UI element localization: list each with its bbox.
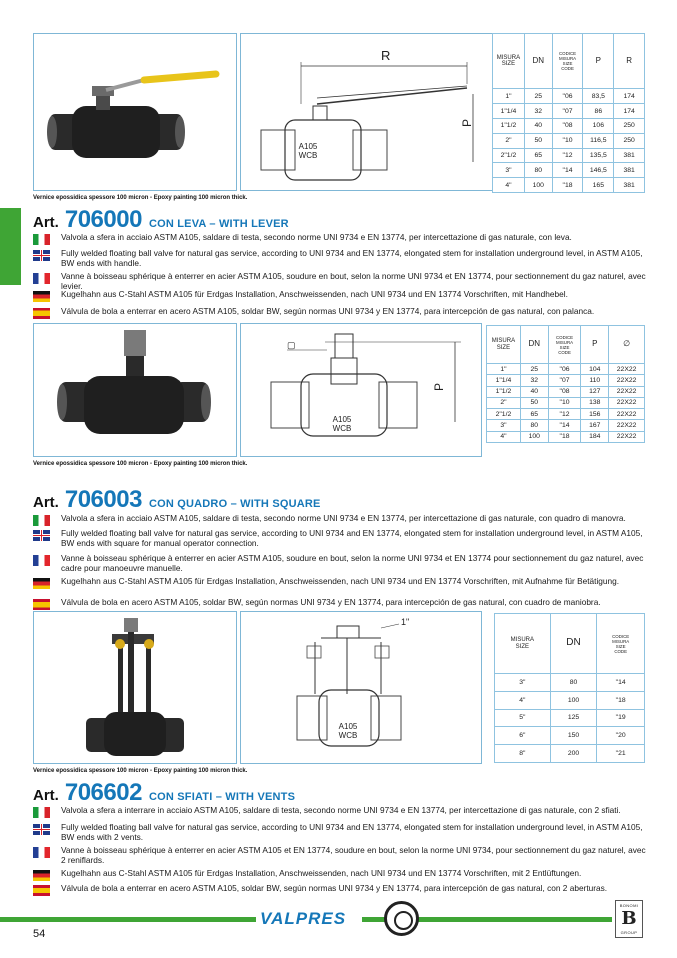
table-row (493, 163, 645, 178)
spec-rows (495, 674, 645, 763)
col-header-dn: DN (524, 34, 552, 89)
description-text: Vanne à boisseau sphérique à enterrer en acier ASTM A105, soudure en bout, selon la norme UNI 9734 et EN 13774, pour sectionnement du gaz naturel, avec levier. (61, 271, 646, 291)
description-text: Válvula de bola a enterrar en acero ASTM A105, soldar BW, según normas UNI 9734 y EN 13774, para intercepción de gas natural, con 2 aberturas. (61, 883, 608, 893)
table-cell: 174 (614, 104, 645, 119)
table-cell: 22X22 (609, 364, 645, 375)
table-cell: 116,5 (583, 133, 614, 148)
table-cell: 6" (495, 727, 551, 745)
table-cell: 3" (493, 163, 525, 178)
product-photo-706602 (33, 611, 237, 764)
header-text: SIZE (496, 344, 511, 351)
header-text: MISURA (555, 339, 574, 345)
table-cell: "07 (548, 375, 581, 386)
table-row (495, 709, 645, 727)
col-header-codice (597, 614, 645, 674)
article-subtitle: CON QUADRO – WITH SQUARE (148, 498, 321, 510)
table-cell: 4" (487, 431, 521, 442)
table-cell: 184 (581, 431, 609, 442)
header-text: CODICE (555, 334, 574, 340)
description-text: Kugelhahn aus C-Stahl ASTM A105 für Erdgas Installation, Anschweissenden, nach UNI 9734 und EN 13774 Vorschriften, mit Handhebel. (61, 289, 568, 299)
table-cell: 165 (583, 178, 614, 193)
flag-uk-icon (33, 824, 50, 835)
table-cell: 100 (550, 691, 597, 709)
description-es (33, 307, 651, 319)
article-code: 706602 (64, 779, 142, 806)
spec-rows (493, 89, 645, 193)
table-cell: "08 (548, 386, 581, 397)
material-line-1: A105 (298, 142, 318, 151)
flag-de-icon (33, 291, 50, 302)
description-text: Válvula de bola a enterrar en acero ASTM A105, soldar BW, según normas UNI 9734 y EN 13774, para intercepción de gas natural, con palanca. (61, 306, 595, 316)
description-de (33, 290, 651, 302)
header-text: SIZE (559, 344, 570, 350)
table-cell: 2"1/2 (487, 409, 521, 420)
col-header-dn: DN (520, 326, 548, 364)
flag-fr-icon (33, 555, 50, 566)
table-cell: "12 (548, 409, 581, 420)
technical-drawing-706003 (240, 323, 482, 457)
table-cell: "14 (548, 420, 581, 431)
table-row (493, 104, 645, 119)
spec-table-706003 (486, 325, 645, 443)
flag-uk-icon (33, 530, 50, 541)
description-de (33, 577, 651, 589)
flag-es-icon (33, 599, 50, 610)
product-title (33, 779, 295, 807)
description-text: Kugelhahn aus C-Stahl ASTM A105 für Erdgas Installation, Anschweissenden, nach UNI 9734 und EN 13774 Vorschriften, mit Aufnahme für Betätigung. (61, 576, 620, 586)
table-cell: "08 (552, 119, 583, 134)
brand-logo: VALPRES (256, 909, 350, 929)
flag-de-icon (33, 870, 50, 881)
paint-note: Vernice epossidica spessore 100 micron - Epoxy painting 100 micron thick. (33, 195, 248, 201)
table-cell: "12 (552, 148, 583, 163)
table-row (487, 431, 645, 442)
table-cell: 83,5 (583, 89, 614, 104)
spec-table-706000 (492, 33, 645, 193)
table-cell: 381 (614, 148, 645, 163)
header-text: MISURA (559, 56, 577, 62)
header-text: CODICE (559, 51, 577, 57)
table-cell: 1" (487, 364, 521, 375)
table-cell: 50 (520, 397, 548, 408)
technical-drawing-706602 (240, 611, 482, 764)
description-fr (33, 554, 651, 573)
vent-size-label: 1" (401, 617, 410, 627)
product-photo-706000 (33, 33, 237, 191)
header-text: MISURA (510, 637, 534, 644)
flag-it-icon (33, 234, 50, 245)
table-cell: 22X22 (609, 375, 645, 386)
table-cell: "14 (597, 674, 645, 692)
dimension-label-r: R (381, 48, 391, 63)
table-cell: "18 (597, 691, 645, 709)
header-text: MISURA (491, 338, 516, 345)
description-text: Valvola a sfera a interrare in acciaio ASTM A105, saldare di testa, secondo norme UNI 9734 e EN 13774, per intercettazione di gas naturale, con 2 sfiati. (61, 805, 621, 815)
description-text: Fully welded floating ball valve for natural gas service, according to UNI 9734 and EN 13774, elongated stem for installation underground level, in ASTM A105, BW ends with square for manual operator connection. (61, 528, 643, 548)
table-cell: 22X22 (609, 409, 645, 420)
flag-es-icon (33, 885, 50, 896)
table-row (487, 386, 645, 397)
table-cell: 40 (520, 386, 548, 397)
flag-es-icon (33, 308, 50, 319)
table-row (487, 409, 645, 420)
art-prefix: Art. (33, 787, 59, 804)
table-cell: 1"1/4 (493, 104, 525, 119)
table-cell: 4" (493, 178, 525, 193)
description-uk (33, 529, 651, 548)
description-uk (33, 249, 651, 268)
table-cell: 100 (520, 431, 548, 442)
table-cell: 174 (614, 89, 645, 104)
table-cell: 80 (524, 163, 552, 178)
valve-with-square-photo (34, 324, 237, 457)
table-cell: "07 (552, 104, 583, 119)
flag-it-icon (33, 515, 50, 526)
description-es (33, 598, 651, 610)
table-cell: "10 (552, 133, 583, 148)
material-label (335, 722, 361, 740)
col-header-codice (552, 34, 583, 89)
table-row (495, 727, 645, 745)
description-text: Kugelhahn aus C-Stahl ASTM A105 für Erdgas Installation, Anschweissenden, nach UNI 9734 und EN 13774 Vorschriften, mit 2 Entlüftungen. (61, 868, 582, 878)
table-cell: "19 (597, 709, 645, 727)
description-text: Valvola a sfera in acciaio ASTM A105, saldare di testa, secondo norme UNI 9734 e EN 13774, per intercettazione di gas naturale, con quadro di manovra. (61, 513, 626, 523)
technical-drawing-706000 (240, 33, 494, 191)
table-cell: 250 (614, 133, 645, 148)
col-header-codice (548, 326, 581, 364)
table-cell: 250 (614, 119, 645, 134)
col-header-misura (493, 34, 525, 89)
art-prefix: Art. (33, 494, 59, 511)
table-cell: 22X22 (609, 431, 645, 442)
header-text: SIZE (501, 61, 516, 68)
material-line-1: A105 (332, 415, 352, 424)
art-prefix: Art. (33, 214, 59, 231)
col-header-p: P (583, 34, 614, 89)
table-row (493, 89, 645, 104)
table-cell: "20 (597, 727, 645, 745)
table-row (487, 375, 645, 386)
table-cell: 135,5 (583, 148, 614, 163)
section-tab (0, 208, 21, 285)
description-it (33, 514, 651, 526)
description-de (33, 869, 651, 881)
table-row (493, 119, 645, 134)
table-cell: 1"1/2 (493, 119, 525, 134)
table-cell: 65 (524, 148, 552, 163)
drawing-lever-valve (241, 34, 494, 191)
table-cell: 146,5 (583, 163, 614, 178)
header-text: SIZE (515, 643, 529, 650)
spec-table-706602 (494, 613, 645, 763)
table-row (493, 133, 645, 148)
description-text: Vanne à boisseau sphérique à enterrer en acier ASTM A105, soudure en bout, selon la norme UNI 9734 et EN 13774 pour sectionnement du gaz naturel, avec cadre pour manoeuvre manuelle. (61, 553, 644, 573)
table-cell: "18 (552, 178, 583, 193)
table-cell: 110 (581, 375, 609, 386)
table-cell: 2" (487, 397, 521, 408)
table-row (487, 420, 645, 431)
article-subtitle: CON LEVA – WITH LEVER (148, 218, 289, 230)
table-cell: 50 (524, 133, 552, 148)
col-header-dn: DN (550, 614, 597, 674)
table-cell: 150 (550, 727, 597, 745)
table-cell: 3" (487, 420, 521, 431)
table-cell: 40 (524, 119, 552, 134)
table-cell: 8" (495, 745, 551, 763)
flag-de-icon (33, 578, 50, 589)
table-row (493, 178, 645, 193)
article-code: 706000 (64, 206, 142, 233)
header-text: SIZE (562, 61, 573, 67)
table-cell: 2" (493, 133, 525, 148)
product-title (33, 206, 289, 234)
spec-rows (487, 364, 645, 443)
table-cell: "06 (552, 89, 583, 104)
table-cell: "10 (548, 397, 581, 408)
table-cell: 127 (581, 386, 609, 397)
material-label (329, 415, 355, 433)
table-cell: 22X22 (609, 397, 645, 408)
col-header-p: P (581, 326, 609, 364)
table-cell: 22X22 (609, 420, 645, 431)
table-cell: 2"1/2 (493, 148, 525, 163)
table-cell: 25 (520, 364, 548, 375)
page-number: 54 (33, 928, 46, 940)
description-uk (33, 823, 651, 842)
table-row (487, 364, 645, 375)
table-cell: 22X22 (609, 386, 645, 397)
header-text: MISURA (612, 638, 630, 644)
dimension-label-p: P (460, 118, 475, 128)
col-header-diameter: ∅ (609, 326, 645, 364)
table-row (495, 691, 645, 709)
table-cell: 1"1/2 (487, 386, 521, 397)
description-text: Fully welded floating ball valve for natural gas service, according to UNI 9734 and EN 13774, elongated stem for installation underground level, in ASTM A105, BW ends with 2 vents. (61, 822, 643, 842)
description-text: Válvula de bola en acero ASTM A105, soldar BW, según normas UNI 9734 y EN 13774, para intercepción de gas natural, con cuadro de maniobra. (61, 597, 601, 607)
flag-fr-icon (33, 273, 50, 284)
table-row (495, 674, 645, 692)
table-cell: 5" (495, 709, 551, 727)
description-it (33, 233, 651, 245)
table-row (493, 148, 645, 163)
material-label (296, 142, 320, 160)
header-text: CODE (614, 648, 627, 654)
table-cell: 86 (583, 104, 614, 119)
table-cell: 125 (550, 709, 597, 727)
table-cell: 4" (495, 691, 551, 709)
table-cell: 3" (495, 674, 551, 692)
material-line-2: WCB (338, 731, 358, 740)
table-cell: 32 (520, 375, 548, 386)
material-line-2: WCB (298, 151, 318, 160)
flag-uk-icon (33, 250, 50, 261)
table-cell: 25 (524, 89, 552, 104)
description-es (33, 884, 651, 896)
product-title (33, 486, 321, 514)
product-photo-706003 (33, 323, 237, 457)
footer-green-line-left (0, 917, 260, 922)
description-text: Fully welded floating ball valve for natural gas service, according to UNI 9734 and EN 13774, elongated stem for installation underground level, in ASTM A105, BW ends with handle. (61, 248, 643, 268)
square-symbol-label: ▢ (287, 340, 296, 350)
table-cell: 156 (581, 409, 609, 420)
description-it (33, 806, 651, 818)
iso-certification-seal (384, 901, 419, 936)
col-header-misura (495, 614, 551, 674)
flag-fr-icon (33, 847, 50, 858)
table-cell: 104 (581, 364, 609, 375)
article-subtitle: CON SFIATI – WITH VENTS (148, 791, 296, 803)
table-cell: 80 (520, 420, 548, 431)
paint-note: Vernice epossidica spessore 100 micron - Epoxy painting 100 micron thick. (33, 461, 248, 467)
table-cell: "06 (548, 364, 581, 375)
table-cell: 1" (493, 89, 525, 104)
col-header-misura (487, 326, 521, 364)
material-line-2: WCB (332, 424, 352, 433)
table-cell: 65 (520, 409, 548, 420)
col-header-r: R (614, 34, 645, 89)
table-cell: 32 (524, 104, 552, 119)
material-line-1: A105 (338, 722, 358, 731)
table-cell: 200 (550, 745, 597, 763)
header-text: MISURA (496, 54, 521, 61)
description-text: Vanne à boisseau sphérique à enterrer en acier ASTM A105 et EN 13774, soudure en bout, selon la norme UNI 9734, pour sectionnement du gaz naturel, avec 2 reniflards. (61, 845, 646, 865)
article-code: 706003 (64, 486, 142, 513)
table-row (495, 745, 645, 763)
dimension-label-p: P (432, 382, 447, 392)
table-cell: "14 (552, 163, 583, 178)
header-text: SIZE (615, 643, 626, 649)
table-cell: 100 (524, 178, 552, 193)
table-cell: 80 (550, 674, 597, 692)
table-cell: 106 (583, 119, 614, 134)
drawing-vents-valve (241, 612, 482, 764)
table-cell: "21 (597, 745, 645, 763)
description-fr (33, 846, 651, 865)
table-cell: 381 (614, 178, 645, 193)
header-text: CODE (558, 349, 571, 355)
table-cell: 167 (581, 420, 609, 431)
valve-with-vents-photo (34, 612, 237, 764)
table-cell: 381 (614, 163, 645, 178)
table-row (487, 397, 645, 408)
header-text: CODICE (612, 633, 630, 639)
bonomi-group-logo: BONOMI B GROUP (615, 900, 643, 938)
valve-with-lever-photo (34, 34, 237, 191)
paint-note: Vernice epossidica spessore 100 micron - Epoxy painting 100 micron thick. (33, 768, 248, 774)
header-text: CODE (561, 66, 574, 72)
table-cell: 138 (581, 397, 609, 408)
flag-it-icon (33, 807, 50, 818)
table-cell: 1"1/4 (487, 375, 521, 386)
description-text: Valvola a sfera in acciaio ASTM A105, saldare di testa, secondo norme UNI 9734 e EN 13774, per intercettazione di gas naturale, con leva. (61, 232, 572, 242)
table-cell: "18 (548, 431, 581, 442)
